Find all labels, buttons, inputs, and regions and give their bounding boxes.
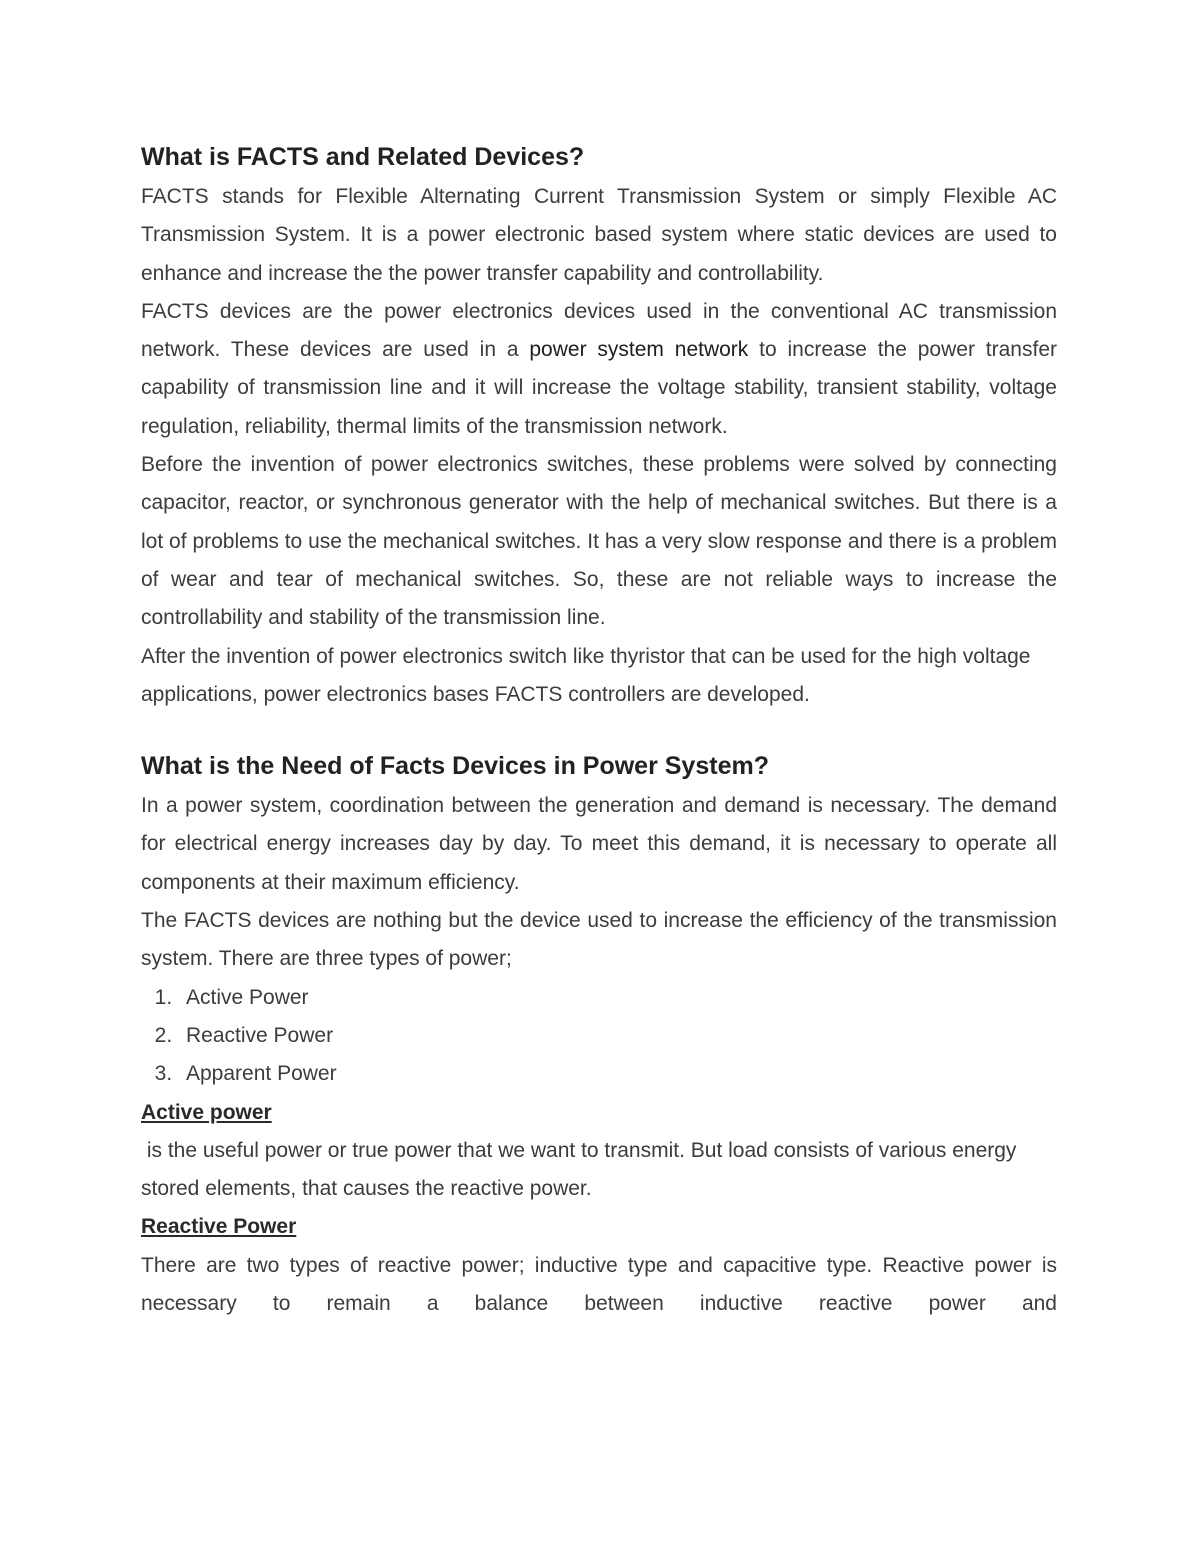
paragraph-facts-definition: FACTS stands for Flexible Alternating Current Transmission System or simply Flexible AC Transmission System. It is a power electronic based system where static devices are used to enhance and increase the the power transfer capability and controllability. bbox=[141, 185, 1057, 285]
list-item: 1. Active Power bbox=[178, 979, 1057, 1017]
subheading-active-power: Active power bbox=[141, 1100, 272, 1124]
paragraph-facts-devices bbox=[141, 293, 1057, 446]
subheading-reactive-power: Reactive Power bbox=[141, 1215, 297, 1239]
list-item: 3. Apparent Power bbox=[178, 1055, 1057, 1093]
paragraph-before-invention: Before the invention of power electronics switches, these problems were solved by connecting capacitor, reactor, or synchronous generator with the help of mechanical switches. But there is a lot of problems to use the mechanical switches. It has a very slow response and there is a problem of wear and tear of mechanical switches. So, these are not reliable ways to increase the controllability and stability of the transmission line. bbox=[141, 453, 1057, 630]
section-heading-need: What is the Need of Facts Devices in Power System? bbox=[141, 752, 769, 781]
paragraph-after-invention: After the invention of power electronics switch like thyristor that can be used for the high voltage applications, power electronics bases FACTS controllers are developed. bbox=[141, 644, 1031, 706]
paragraph-text: FACTS devices are the power electronics devices used in the conventional AC transmission network. These devices are used in a bbox=[141, 299, 1057, 362]
paragraph-reactive-power: There are two types of reactive power; inductive type and capacitive type. Reactive power is necessary to remain a balance between inductive reactive power and bbox=[141, 1253, 1057, 1316]
paragraph-types-of-power: The FACTS devices are nothing but the device used to increase the efficiency of the transmission system. There are three types of power; bbox=[141, 909, 1057, 971]
document-page bbox=[141, 136, 1057, 1323]
section-heading-facts: What is FACTS and Related Devices? bbox=[141, 143, 585, 171]
list-item: 2. Reactive Power bbox=[178, 1017, 1057, 1055]
paragraph-text: to increase the power transfer capability of transmission line and it will increase the voltage stability, transient stability, voltage regulation, reliability, thermal limits of the transmission network. bbox=[141, 338, 1057, 438]
paragraph-active-power: is the useful power or true power that we want to transmit. But load consists of various energy stored elements, that causes the reactive power. bbox=[141, 1138, 1023, 1201]
power-system-network-link[interactable]: power system network bbox=[529, 338, 749, 362]
power-types-list bbox=[141, 979, 1057, 1094]
paragraph-coordination: In a power system, coordination between the generation and demand is necessary. The demand for electrical energy increases day by day. To meet this demand, it is necessary to operate all components at their maximum efficiency. bbox=[141, 794, 1057, 894]
